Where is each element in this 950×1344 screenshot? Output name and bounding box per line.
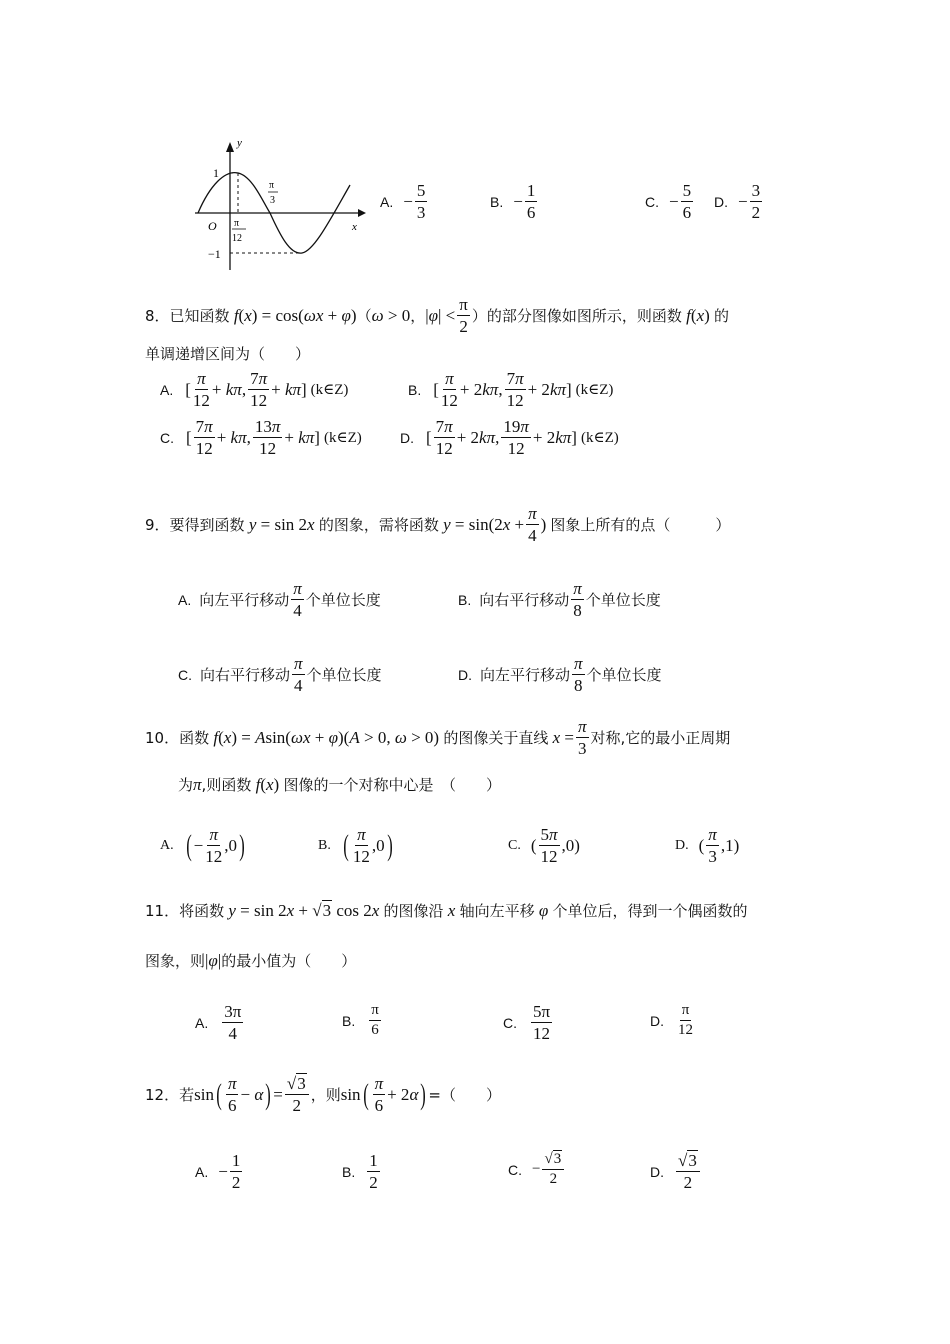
q7-option-d-label: D. (714, 193, 728, 210)
q11-option-d (650, 1003, 695, 1038)
q8-text-1: 已知函数 (169, 307, 230, 325)
q11-text-1: 将函数 (179, 902, 225, 920)
q9-option-b-label: B. (458, 591, 472, 608)
q11-option-d-num: π (680, 1003, 692, 1021)
q11-stem: 11． 将函数 y = sin 2x + √3 cos 2x 的图像沿 x 轴向左平移 φ 个单位后，得到一个偶函数的 (145, 900, 748, 920)
q9-option-c-pre: 向右平行移动 (200, 666, 291, 684)
q9-option-d-den: 8 (574, 676, 583, 695)
q11-option-c-num: 5π (533, 1002, 551, 1021)
q9-option-a-post: 个单位长度 (305, 591, 381, 609)
q8-function: f(x) = cos(ωx + φ) (233, 305, 357, 325)
q9-option-d: D. 向左平行移动 $\frac{\pi}{8}$ 个单位长度 (458, 654, 662, 695)
graph-y-label: y (237, 137, 242, 149)
q11-text-3: 轴向左平移 (459, 902, 535, 920)
q9-option-d-label: D. (458, 666, 472, 683)
q9-target: y = sin 2x (248, 514, 315, 534)
q11-text-2: 的图像沿 (383, 902, 444, 920)
q10-text-1: 函数 (179, 729, 210, 747)
q12-stem: 12． 若 sin ( $\frac{\pi}{6}$ − α ) = $\frac{√3}{2}$ ，则 sin ( $\frac{\pi}{6}$ + 2α ) =（ ） (145, 1074, 501, 1115)
q7-option-a-label: A. (380, 193, 394, 210)
q8-option-c-kz: (k∈Z) (323, 430, 362, 446)
q8-option-b: B. [ $\frac{\pi}{12}$ + 2kπ, $\frac{7\pi}{12}$ + 2kπ] (k∈Z) (408, 369, 614, 410)
q11-function: y = sin 2x + √3 cos 2x (228, 900, 380, 920)
q8-cond2: |φ| < (425, 305, 456, 325)
q8-fx: f(x) (686, 305, 715, 325)
q10-option-d: D. ( $\frac{\pi}{3}$ ,1) (675, 825, 740, 866)
q8-number: 8． (145, 307, 170, 325)
q12-text-1: 若 (179, 1086, 195, 1104)
q7-option-a-minus: − (403, 191, 413, 211)
q10-line2-b: ,则函数 (201, 776, 252, 794)
q10-option-b: B. ( $\frac{\pi}{12}$ ,0 ) (318, 825, 393, 866)
q10-stem: 10． 函数 f(x) = Asin(ωx + φ)(A > 0, ω > 0) 的图像关于直线 x = $\frac{\pi}{3}$ 对称,它的最小正周期 (145, 717, 731, 758)
q11-option-c-den: 12 (533, 1024, 551, 1043)
q9-option-a-den: 4 (293, 601, 302, 620)
q10-line2-a: 为 (178, 776, 194, 794)
q11-option-b-label: B. (342, 1012, 356, 1029)
q8-option-b-label: B. (408, 381, 422, 398)
q7-option-a-num: 5 (416, 181, 426, 200)
q9-option-c-post: 个单位长度 (306, 666, 382, 684)
q9-option-c-den: 4 (294, 676, 303, 695)
q7-option-d (714, 182, 764, 221)
q8-option-c-label: C. (160, 429, 174, 446)
q12-option-c-label: C. (508, 1161, 522, 1178)
q8-option-a: A. [ $\frac{\pi}{12}$ + kπ, $\frac{7\pi}{12}$ + kπ] (k∈Z) (160, 369, 349, 410)
q11-option-d-label: D. (650, 1012, 664, 1029)
q10-option-c: C. ( $\frac{5\pi}{12}$ ,0) (508, 825, 580, 866)
q7-option-b-minus: − (513, 191, 523, 211)
q11-line2-a: 图象，则 (145, 952, 206, 970)
q11-line2-b: 的最小值为（ ） (221, 952, 357, 970)
q11-text-4: 个单位后，得到一个偶函数的 (552, 902, 748, 920)
q12-text-2: ，则 (310, 1086, 341, 1104)
q9-option-a-pre: 向左平行移动 (199, 591, 290, 609)
q11-option-a-label: A. (195, 1014, 209, 1031)
graph-neg-one-label: −1 (208, 247, 221, 261)
q11-line2: 图象，则 |φ| 的最小值为（ ） (145, 950, 357, 970)
q11-option-c-label: C. (503, 1014, 517, 1031)
q7-option-b-label: B. (490, 193, 504, 210)
q8-paren: ） (471, 307, 487, 325)
q11-number: 11． (145, 902, 180, 920)
q9-text-3: 图象上所有的点（ ） (550, 516, 731, 534)
q9-option-b: B. 向右平行移动 $\frac{\pi}{8}$ 个单位长度 (458, 579, 661, 620)
q7-option-b (490, 182, 539, 221)
q12-option-a: A. − $\frac{1}{2}$ (195, 1151, 241, 1192)
q9-text-1: 要得到函数 (169, 516, 245, 534)
q9-source: y = sin(2x + (443, 514, 525, 534)
graph-pi3-num: π (269, 180, 275, 191)
sine-graph (190, 130, 370, 270)
q12-option-b-label: B. (342, 1163, 356, 1180)
q10-option-b-label: B. (318, 837, 331, 853)
q12-number: 12． (145, 1086, 180, 1104)
q12-option-d: D. $\frac{√3}{2}$ (650, 1152, 702, 1191)
q7-option-b-num: 1 (526, 181, 536, 200)
q7-option-a-den: 3 (416, 203, 426, 222)
q8-option-d-label: D. (400, 429, 414, 446)
q12-option-c: C. − $\frac{√3}{2}$ (508, 1152, 566, 1187)
q9-option-c: C. 向右平行移动 $\frac{\pi}{4}$ 个单位长度 (178, 654, 382, 695)
q7-option-d-minus: − (738, 191, 748, 211)
q10-line2-c: 图像的一个对称中心是 （ ） (283, 776, 501, 794)
q9-option-b-post: 个单位长度 (585, 591, 661, 609)
graph-x-label: x (352, 221, 357, 233)
q12-option-a-label: A. (195, 1163, 209, 1180)
q8-option-d-kz: (k∈Z) (580, 430, 619, 446)
q7-options (380, 182, 429, 221)
q8-cond2-frac: $\frac{\pi}{2}$ (459, 295, 468, 336)
q8-text-2: 的部分图像如图所示，则函数 (486, 307, 682, 325)
q7-option-c-label: C. (645, 193, 659, 210)
q11-option-b-num: π (369, 1003, 381, 1021)
q7-option-d-den: 2 (751, 203, 761, 222)
q10-option-a-label: A. (160, 837, 174, 853)
q8-line2: 单调递增区间为（ ） (145, 345, 311, 363)
q9-option-d-pre: 向左平行移动 (480, 666, 571, 684)
q12-text-3: =（ ） (428, 1086, 501, 1104)
q7-option-c-num: 5 (682, 181, 692, 200)
q10-option-c-label: C. (508, 837, 521, 853)
q7-option-c (645, 182, 695, 221)
q11-option-a (195, 1003, 245, 1042)
q7-option-d-num: 3 (751, 181, 761, 200)
q8-option-b-kz: (k∈Z) (575, 382, 614, 398)
q8-option-d: D. [ $\frac{7\pi}{12}$ + 2kπ, $\frac{19\pi}{12}$ + 2kπ] (k∈Z) (400, 417, 619, 458)
q9-option-a-label: A. (178, 591, 192, 608)
graph-pi12-den: 12 (232, 233, 242, 244)
q8-option-a-label: A. (160, 381, 174, 398)
q8-option-a-kz: (k∈Z) (310, 382, 349, 398)
q9-text-2: 的图象，需将函数 (318, 516, 439, 534)
q10-option-d-label: D. (675, 837, 689, 853)
q9-number: 9． (145, 516, 170, 534)
q9-option-d-post: 个单位长度 (586, 666, 662, 684)
q10-function: f(x) = Asin(ωx + φ)(A > 0, ω > 0) (213, 727, 444, 747)
q9-stem: 9． 要得到函数 y = sin 2x 的图象，需将函数 y = sin(2x + $\frac{\pi}{4}$ ) 图象上所有的点（ ） (145, 504, 731, 545)
graph-one-label: 1 (213, 166, 219, 180)
q11-option-a-den: 4 (228, 1024, 238, 1043)
q8-text-3: 的 (714, 307, 730, 325)
q11-option-a-num: 3π (224, 1002, 242, 1021)
q8-stem (145, 296, 729, 335)
graph-origin-label: O (208, 219, 217, 233)
q11-option-b (342, 1003, 383, 1038)
q9-option-b-pre: 向右平行移动 (479, 591, 570, 609)
q7-option-c-den: 6 (682, 203, 692, 222)
q11-option-d-den: 12 (678, 1022, 693, 1038)
q9-option-a: A. 向左平行移动 $\frac{\pi}{4}$ 个单位长度 (178, 579, 381, 620)
q10-text-3: 对称,它的最小正周期 (590, 729, 731, 747)
q8-pi: π (459, 295, 468, 314)
q11-option-c (503, 1003, 554, 1042)
q10-number: 10． (145, 729, 180, 747)
q8-cond1: （ω > 0， (356, 306, 426, 325)
q8-option-c: C. [ $\frac{7\pi}{12}$ + kπ, $\frac{13\pi}{12}$ + kπ] (k∈Z) (160, 417, 362, 458)
graph-pi12-num: π (234, 218, 240, 229)
q10-line2: 为 π ,则函数 f(x) 图像的一个对称中心是 （ ） (178, 774, 501, 794)
q12-option-d-label: D. (650, 1163, 664, 1180)
q7-option-c-minus: − (669, 191, 679, 211)
q9-option-b-den: 8 (573, 601, 582, 620)
q7-option-b-den: 6 (526, 203, 536, 222)
q10-text-2: 的图像关于直线 (443, 729, 549, 747)
graph-pi3-den: 3 (270, 195, 275, 206)
q9-option-c-label: C. (178, 666, 192, 683)
q12-option-b: B. $\frac{1}{2}$ (342, 1151, 378, 1192)
q11-option-b-den: 6 (371, 1022, 379, 1038)
q10-option-a: A. ( − $\frac{\pi}{12}$ ,0 ) (160, 825, 245, 866)
